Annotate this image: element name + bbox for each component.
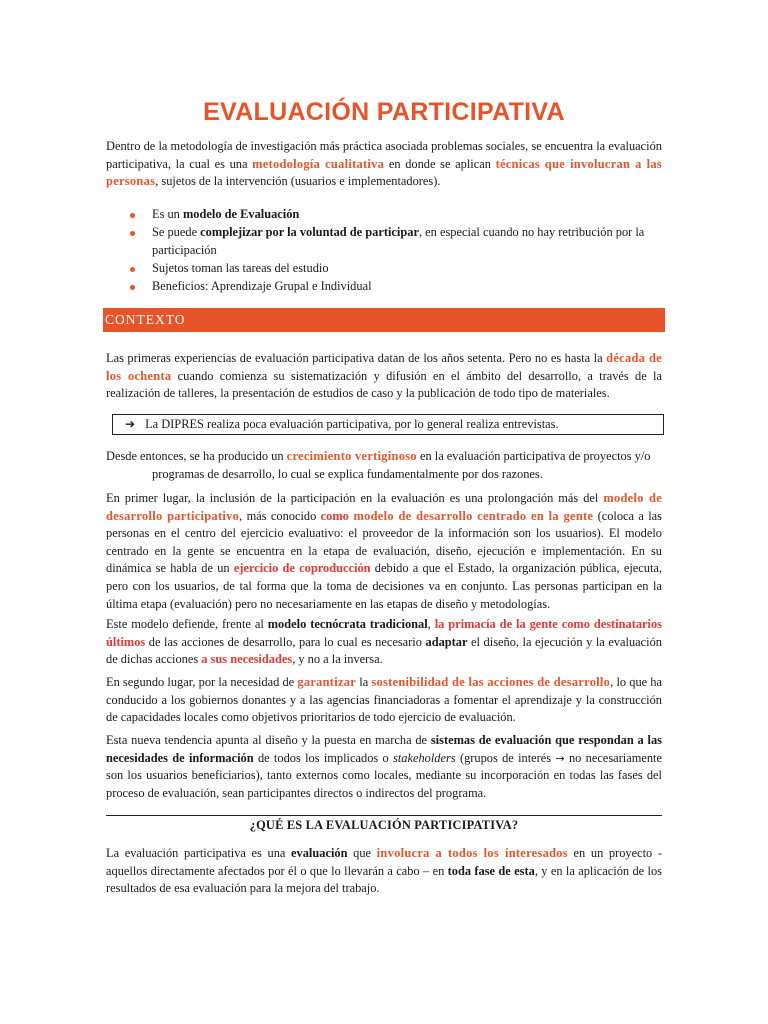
text-run: en donde se aplican	[384, 156, 496, 171]
highlight-primacia-gente: la primacía de la gente como destinatarios últimos	[106, 617, 662, 649]
text-run: en un proyecto - aquellos directamente afectados por él o que lo llevarán a cabo – en	[106, 846, 663, 878]
highlight-todos-interesados: involucra a todos los interesados	[376, 846, 568, 860]
highlight-centrado-gente: modelo de desarrollo centrado en la gente	[348, 508, 594, 523]
indented-text: programas de desarrollo, lo cual se explica fundamentalmente por dos razones.	[152, 466, 543, 481]
text-run: el diseño, la ejecución y la evaluación de dichas acciones	[106, 634, 662, 667]
text-run: ,	[427, 617, 435, 631]
text-run: Se puede	[152, 225, 201, 240]
bold-text: adaptar	[425, 634, 468, 649]
highlight-metodologia-cualitativa: metodología cualitativa	[252, 156, 385, 171]
bullet-dot-icon	[130, 231, 135, 236]
text-run: la	[356, 675, 372, 689]
right-arrow-icon: ➔	[125, 417, 136, 431]
bullet-item	[106, 278, 662, 296]
bold-text: complejizar por la voluntad de participar	[200, 225, 419, 240]
text-run: , más conocido	[239, 508, 321, 523]
right-arrow-icon: →	[555, 751, 565, 765]
bullet-list	[106, 206, 662, 296]
section-header-contexto: CONTEXTO	[103, 308, 665, 332]
text-run: Beneficios: Aprendizaje Grupal e Individual	[152, 279, 372, 294]
highlight-garantizar: garantizar	[297, 675, 357, 689]
bullet-item	[106, 206, 662, 224]
text-run: (coloca a las personas en el centro del ejercicio evaluativo: el proveedor de la información son los usuarios). El modelo centrado en la gente se encuentra en la etapa de evaluación, diseño, ejecución e implementación. En su dinámica se habla de un	[106, 508, 663, 576]
highlight-como: como	[320, 508, 349, 523]
text-run: en la evaluación participativa de proyectos y/o	[416, 449, 651, 463]
bullet-dot-icon	[130, 267, 135, 272]
context-paragraph-6	[106, 732, 662, 802]
text-run: de las acciones de desarrollo, para lo cual es necesario	[145, 634, 426, 649]
section-subheading: ¿QUÉ ES LA EVALUACIÓN PARTICIPATIVA?	[249, 818, 519, 832]
divider-line	[106, 815, 662, 816]
text-run: , sujetos de la intervención (usuarios e implementadores).	[155, 174, 441, 189]
text-run: Este modelo defiende, frente al	[106, 617, 268, 631]
text-run: Desde entonces, se ha producido un	[106, 449, 287, 463]
highlight-modelo-participativo: modelo de desarrollo participativo	[106, 491, 663, 523]
page-title: EVALUACIÓN PARTICIPATIVA	[203, 98, 565, 126]
highlight-tecnicas-personas: técnicas que involucran a las personas	[106, 156, 662, 189]
bold-text: modelo de Evaluación	[182, 207, 300, 221]
text-run: de todos los implicados o	[253, 750, 393, 765]
text-run: que	[347, 846, 377, 860]
note-text: La DIPRES realiza poca evaluación participativa, por lo general realiza entrevistas.	[145, 417, 559, 431]
bullet-item	[106, 260, 662, 278]
highlight-crecimiento-vertiginoso: crecimiento vertiginoso	[286, 449, 417, 463]
highlight-necesidades: a sus necesidades	[201, 652, 293, 667]
context-paragraph-2	[106, 448, 662, 483]
text-run: Las primeras experiencias de evaluación participativa datan de los años setenta. Pero no es hasta la	[106, 351, 607, 365]
highlight-coproduccion: ejercicio de coproducción	[233, 561, 371, 576]
text-run: cuando comienza su sistematización y difusión en el ámbito del desarrollo, a través de la realización de talleres, la presentación de estudios de caso y la publicación de todo tipo de materiales.	[106, 368, 662, 401]
bullet-dot-icon	[130, 285, 135, 290]
text-run: Es un	[152, 207, 183, 221]
text-run: En segundo lugar, por la necesidad de	[106, 675, 298, 689]
bold-text: modelo tecnócrata tradicional	[267, 617, 428, 631]
highlight-sostenibilidad: sostenibilidad de las acciones de desarrollo	[371, 675, 611, 689]
text-run: , y en la aplicación de los resultados de esa evaluación para la mejora del trabajo.	[106, 863, 662, 896]
definition-paragraph	[106, 845, 662, 898]
bullet-item	[106, 224, 662, 259]
intro-paragraph	[106, 138, 662, 191]
bold-text: sistemas de evaluación que respondan a las necesidades de información	[106, 733, 662, 765]
text-run: En primer lugar, la inclusión de la participación en la evaluación es una prolongación más del	[106, 491, 604, 505]
context-paragraph-4	[106, 616, 662, 669]
context-paragraph-5	[106, 674, 662, 727]
text-run: , y no a la inversa.	[292, 652, 383, 667]
highlight-decada-ochenta: década de los ochenta	[106, 351, 662, 383]
bold-text: toda fase de esta	[447, 863, 535, 878]
text-run: Sujetos toman las tareas del estudio	[152, 260, 329, 275]
text-run: La evaluación participativa es una	[106, 846, 292, 860]
text-run: Esta nueva tendencia apunta al diseño y la puesta en marcha de	[106, 733, 431, 747]
note-box	[112, 414, 664, 435]
text-run: (grupos de interés	[455, 750, 556, 765]
text-run: , en especial cuando no hay retribución por la participación	[152, 225, 645, 257]
context-paragraph-3	[106, 490, 662, 613]
context-paragraph-1	[106, 350, 662, 403]
italic-text: stakeholders	[393, 750, 456, 765]
text-run: debido a que el Estado, la organización pública, ejecuta, pero con los usuarios, de tal forma que la toma de decisiones va en conjunto. Las personas participan en la última etapa (evaluación) pero no necesariamente en las etapas de diseño y metodologías.	[106, 561, 663, 611]
bold-text: evaluación	[291, 846, 348, 860]
bullet-dot-icon	[130, 213, 135, 218]
text-run: Dentro de la metodología de investigación más práctica asociada problemas sociales, se encuentra la evaluación participativa, la cual es una	[106, 139, 662, 171]
text-run: no necesariamente son los usuarios beneficiarios), tanto externos como locales, mediante su incorporación en todas las fases del proceso de evaluación, sean participantes directos o indirectos del programa.	[106, 750, 662, 800]
text-run: , lo que ha conducido a los gobiernos donantes y a las agencias financiadoras a fomentar el aprendizaje y la construcción de capacidades locales como objetivos prioritarios de todo ejercicio de evaluación.	[106, 675, 663, 725]
